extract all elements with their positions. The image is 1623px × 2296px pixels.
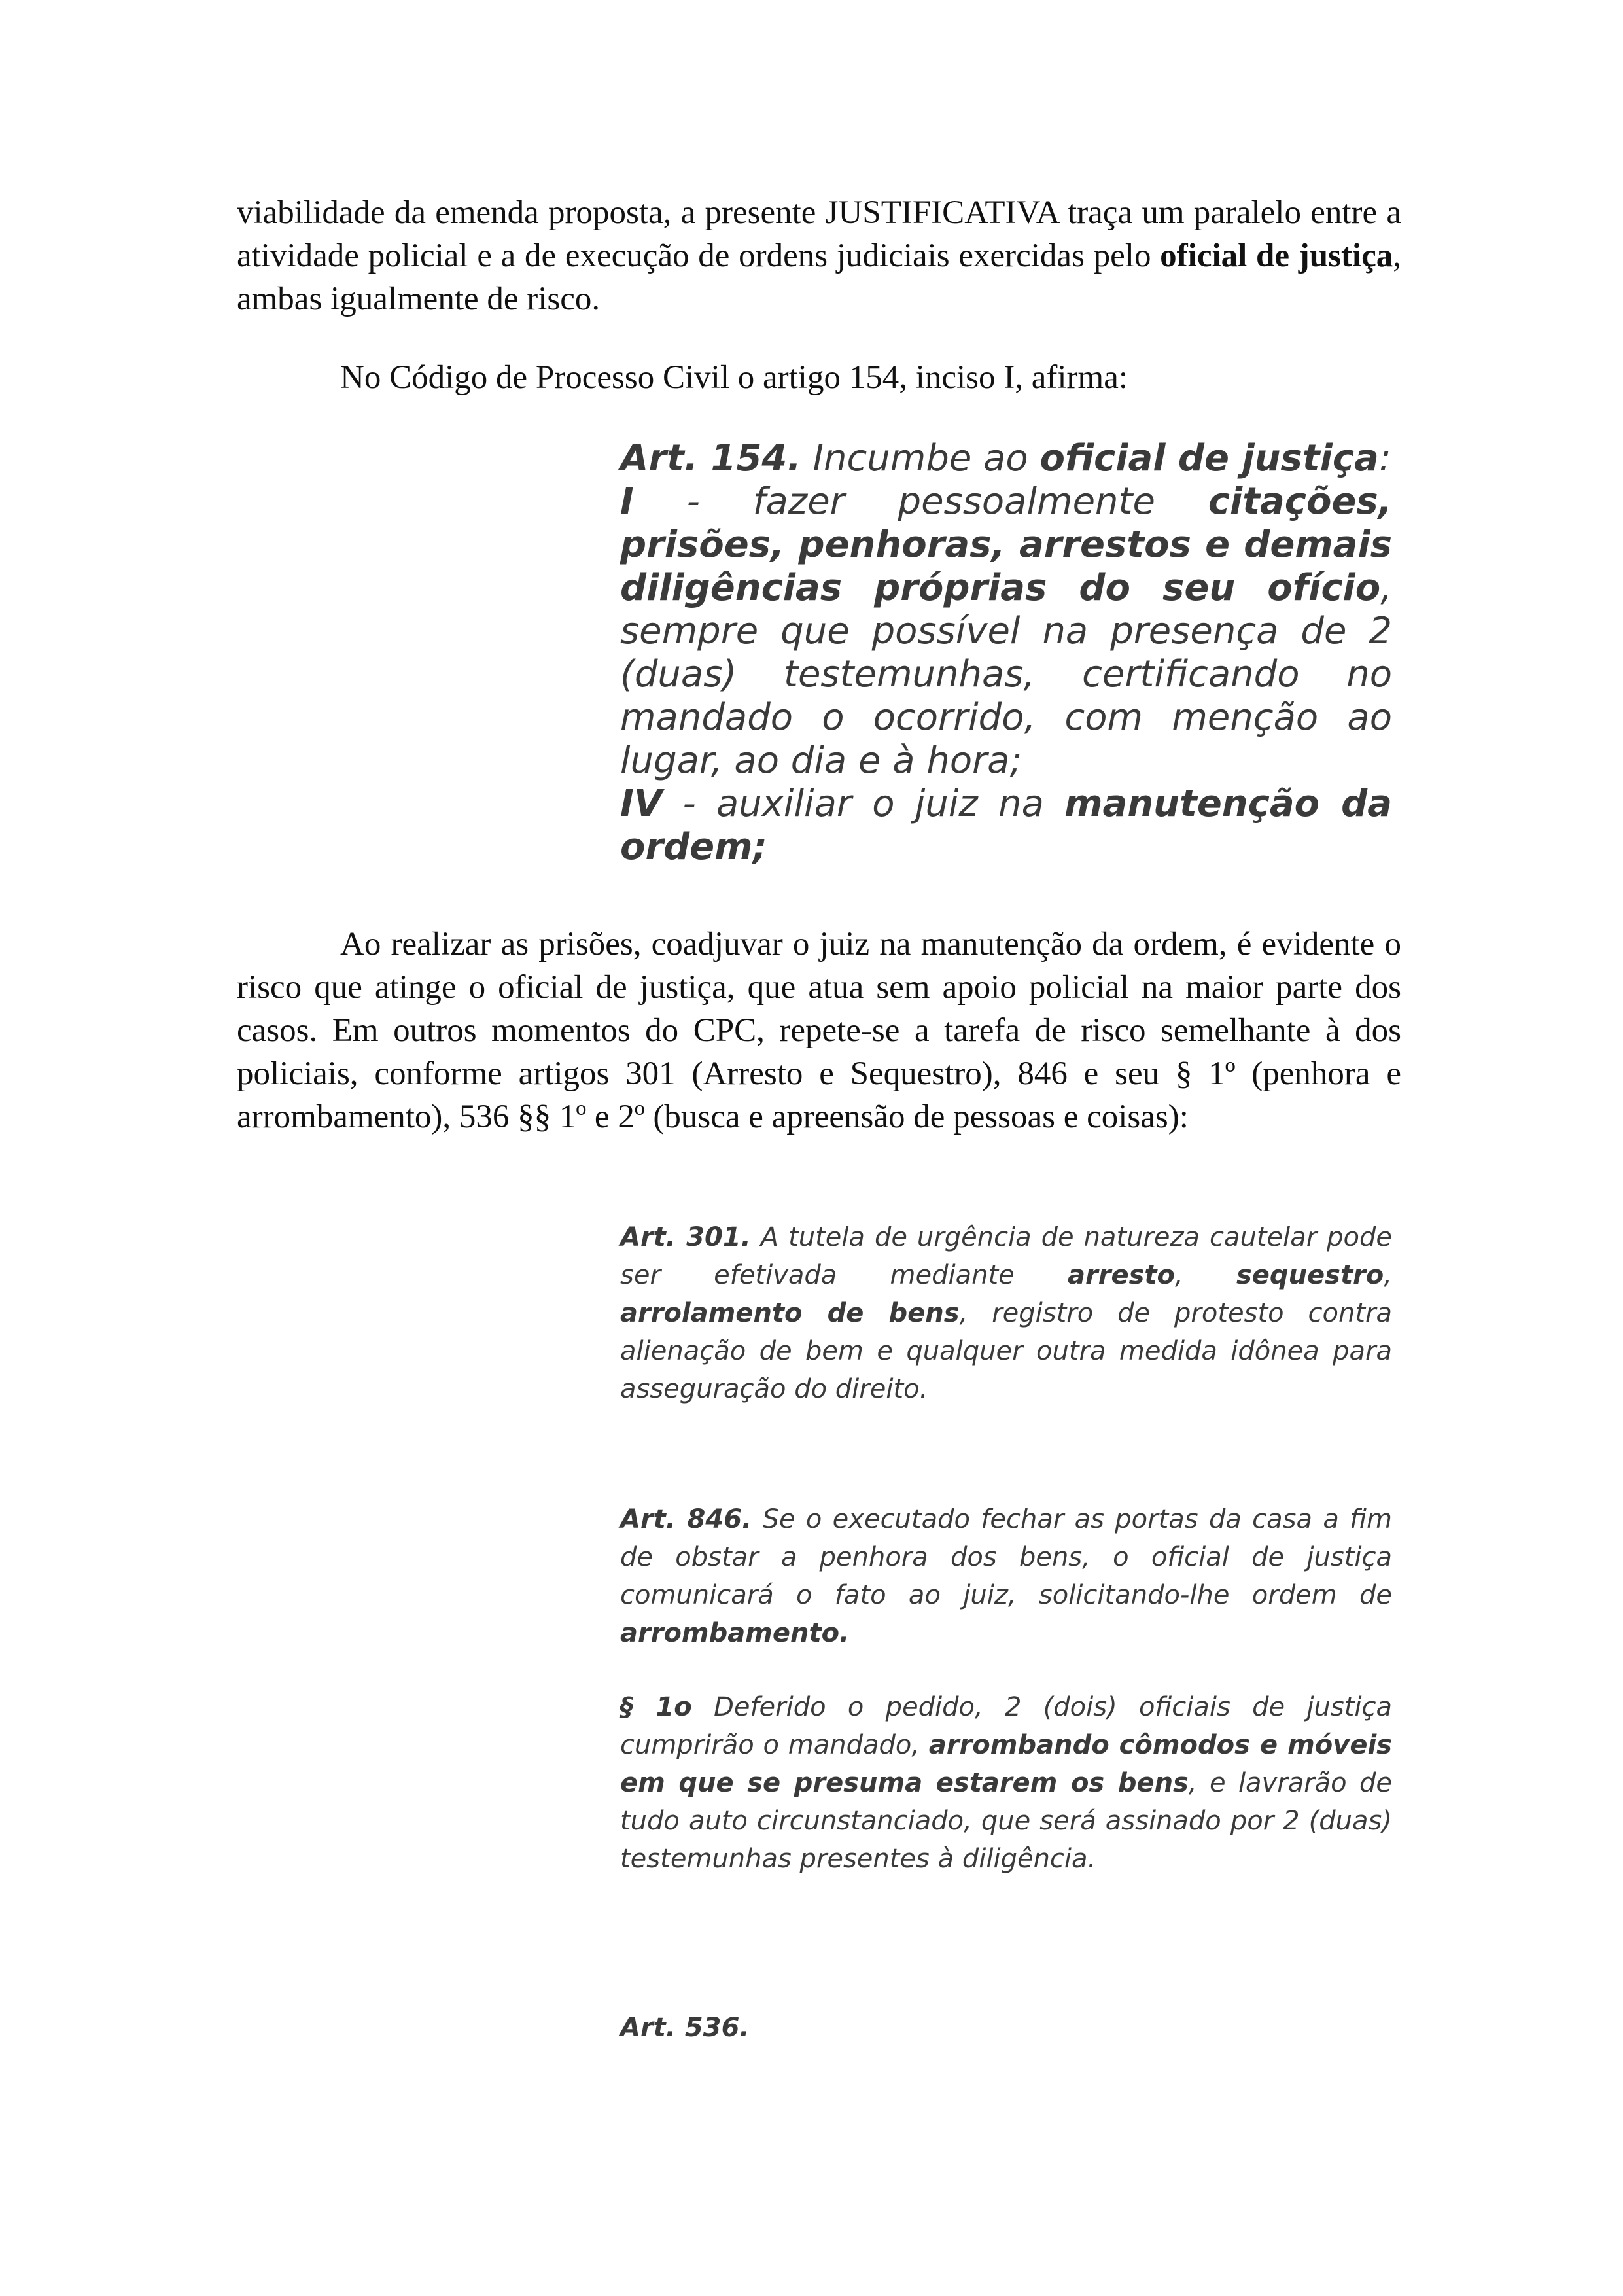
quote-text: A tutela de urgência de natureza cautelar pode ser efetivada mediante — [620, 1222, 1392, 1290]
quote-bold: arrombando cômodos e móveis em que se presuma estarem os bens — [620, 1730, 1392, 1798]
quote-text: , e lavrarão de tudo auto circunstanciado, que será assinado por 2 (duas) testemunhas presentes à diligência. — [620, 1768, 1393, 1874]
quote-bold: manutenção da ordem; — [620, 783, 1392, 868]
art-154-inciso-iv — [620, 783, 1392, 869]
art-label: Art. 536. — [620, 2013, 750, 2043]
art-label: Art. 846. — [620, 1504, 752, 1534]
quote-art-301 — [620, 1218, 1392, 1408]
quote-bold: citações, prisões, penhoras, arrestos e demais diligências próprias do seu ofício — [620, 480, 1392, 609]
quote-text: , — [1175, 1260, 1236, 1290]
paragraph-risco: Ao realizar as prisões, coadjuvar o juiz na manutenção da ordem, é evidente o risco que atinge o oficial de justiça, que atua sem apoio policial na maior parte dos casos. Em outros momentos do CPC, repete-se a tarefa de risco semelhante à dos policiais, conforme artigos 301 (Arresto e Sequestro), 846 e seu § 1º (penhora e arrombamento), 536 §§ 1º e 2º (busca e apreensão de pessoas e coisas): — [237, 926, 1401, 1135]
paragraph-label: § 1o — [620, 1692, 692, 1722]
paragraph-justificativa — [237, 191, 1401, 321]
quote-bold: sequestro — [1236, 1260, 1384, 1290]
quote-text: Deferido o pedido, 2 (dois) oficiais de justiça cumprirão o mandado, — [620, 1692, 1392, 1760]
inciso-label: IV — [620, 783, 663, 825]
quote-text: Se o executado fechar as portas da casa a fim de obstar a penhora dos bens, o oficial de justiça comunicará o fato ao juiz, solicitando-lhe ordem de — [620, 1504, 1392, 1610]
quote-art-846-paragrafo-1 — [620, 1688, 1392, 1878]
quote-text: , — [1384, 1260, 1392, 1290]
art-154-inciso-i — [620, 480, 1392, 783]
paragraph-text: , ambas igualmente de risco. — [237, 238, 1401, 317]
paragraph-cpc-intro: No Código de Processo Civil o artigo 154, inciso I, afirma: — [340, 359, 1128, 396]
quote-text: , registro de protesto contra alienação de bem e qualquer outra medida idônea para asseguração do direito. — [620, 1298, 1392, 1404]
art-154-caput — [620, 437, 1392, 480]
art-label: Art. 301. — [620, 1222, 751, 1252]
quote-bold: arrolamento de bens — [620, 1298, 960, 1328]
quote-text: - auxiliar o juiz na — [662, 783, 1065, 825]
quote-text: - fazer pessoalmente — [633, 480, 1208, 523]
inciso-label: I — [620, 480, 634, 523]
bold-term-oficial-de-justica: oficial de justiça — [1160, 238, 1393, 274]
quote-art-536 — [620, 2009, 1392, 2047]
quote-bold: arresto — [1068, 1260, 1175, 1290]
quote-art-846 — [620, 1500, 1392, 1652]
quote-bold: arrombamento. — [620, 1618, 850, 1648]
quote-art-154 — [620, 437, 1392, 869]
quote-text: , sempre que possível na presença de 2 (duas) testemunhas, certificando no mandado o ocorrido, com menção ao lugar, ao dia e à hora; — [620, 567, 1392, 782]
quote-text: : — [1378, 437, 1391, 480]
quote-text: Incumbe ao — [801, 437, 1040, 480]
quote-bold: oficial de justiça — [1039, 437, 1379, 480]
paragraph-text: viabilidade da emenda proposta, a presente JUSTIFICATIVA traça um paralelo entre a atividade policial e a de execução de ordens judiciais exercidas pelo — [237, 194, 1401, 274]
art-label: Art. 154. — [620, 437, 801, 480]
